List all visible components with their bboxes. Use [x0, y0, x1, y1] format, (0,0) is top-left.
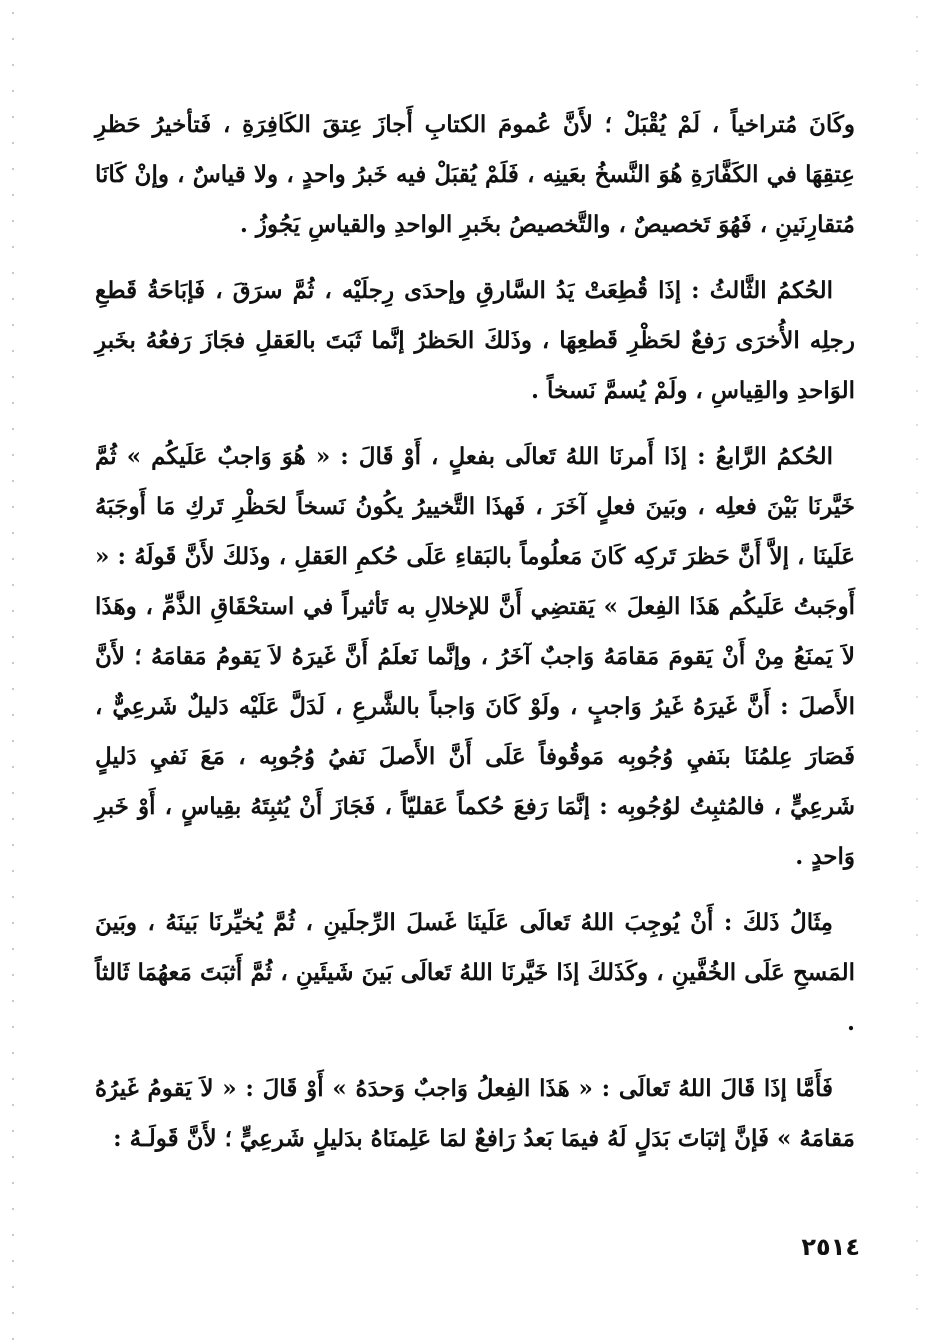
scan-edge-dots-right: [916, 0, 918, 1340]
paragraph-1: وكَانَ مُتراخياً ، لَمْ يُقْبَلْ ؛ لأَنَّ عُمومَ الكتابِ أَجازَ عِتقَ الكَافِرَةِ ، فَتأخيرُ حَظرِ عِتقِهَا في الكَفَّارَةِ هُوَ النَّسخُ بعَينِه ، فَلَمْ يُقبَلْ فيه خَبرُ واحدٍ ، ولا قياسٌ ، وإنْ كَانَا مُتقارِنَينِ ، فَهُوَ تَخصيصٌ ، والتَّخصيصُ بخَبرِ الواحدِ والقياسِ يَجُوزُ .: [95, 111, 855, 238]
paragraph-4: مِثَالُ ذَلكَ : أَنْ يُوجِبَ اللهُ تَعالَى عَلَينَا غَسلَ الرِّجلَينِ ، ثُمَّ يُخيِّرنَا بَينَهُ ، وبَينَ المَسحِ عَلَى الخُفَّينِ ، وكَذَلكَ إذَا خَيَّرنَا اللهُ تَعالَى بَينَ شَيئَينِ ، ثُمَّ أَثبَتَ مَعهُمَا ثَالثاً .: [95, 909, 855, 1036]
body-text: [95, 100, 855, 1164]
paragraph-2: الحُكمُ الثَّالثُ : إذَا قُطِعَتْ يَدُ السَّارقِ وإحدَى رِجلَيْه ، ثُمَّ سرَقَ ، فَإبَاحَةُ قَطعِ رجلِه الأُخرَى رَفعٌ لحَظْرِ قَطعِهَا ، وذَلكَ الحَظرُ إنَّما ثَبَتَ بالعَقلِ فجَازَ رَفعُهُ بخَبرِ الوَاحدِ والقِياسِ ، ولَمْ يُسمَّ نَسخاً .: [95, 277, 855, 404]
paragraph-gap: [95, 1048, 855, 1064]
paragraph-gap: [95, 250, 855, 266]
paragraph-3: الحُكمُ الرَّابعُ : إذَا أَمرنَا اللهُ تَعالَى بفعلٍ ، أَوْ قَالَ : « هُوَ وَاجبٌ عَلَيكُم » ثُمَّ خَيَّرنَا بَيْنَ فعلِه ، وبَينَ فعلٍ آخَرَ ، فَهذَا التَّخييرُ يكُونُ نَسخاً لحَظْرِ تَركِ مَا أَوجَبَهُ عَلَينَا ، إلاَّ أَنَّ حَظرَ تَركِه كَانَ مَعلُوماً بالبَقاءِ عَلَى حُكمِ العَقلِ ، وذَلكَ لأَنَّ قَولَهُ : « أَوجَبتُ عَلَيكُم هَذَا الفِعلَ » يَقتضِي أَنَّ للإخلالِ به تَأثيراً في استحْقَاقِ الذَّمِّ ، وهَذَا لاَ يَمنَعُ مِنْ أَنْ يَقومَ مَقامَهُ وَاجبٌ آخَرُ ، وإنَّما نَعلَمُ أَنَّ غَيرَهُ لاَ يَقومُ مَقامَهُ ؛ لأَنَّ الأَصلَ : أَنَّ غَيرَهُ غَيرُ وَاجبٍ ، ولَوْ كَانَ وَاجباً بالشَّرعِ ، لَدَلَّ عَلَيْه دَليلٌ شَرعِيٌّ ، فَصَارَ عِلمُنَا بنَفيِ وُجُوبِه مَوقُوفاً عَلَى أَنَّ الأَصلَ نَفيُ وُجُوبِه ، مَعَ نَفيِ دَليلٍ شَرعِيٍّ ، فالمُثبِتُ لوُجُوبِه : إنَّمَا رَفعَ حُكماً عَقليّاً ، فَجَازَ أَنْ يُثبِتَهُ بقِياسٍ ، أَوْ خَبرِ وَاحدٍ .: [95, 443, 855, 870]
paragraph-gap: [95, 882, 855, 898]
scan-edge-dots-left: [12, 0, 14, 1340]
page-number: ٢٥١٤: [801, 1233, 860, 1261]
paragraph-5: فَأَمَّا إذَا قَالَ اللهُ تَعالَى : « هَذَا الفِعلُ وَاجبٌ وَحدَهُ » أَوْ قَالَ : « لاَ يَقومُ غَيرُهُ مَقامَهُ » فَإنَّ إثبَاتَ بَدَلٍ لَهُ فيمَا بَعدُ رَافعٌ لمَا عَلِمنَاهُ بدَليلٍ شَرعِيٍّ ؛ لأَنَّ قَولَـهُ :: [95, 1075, 855, 1152]
paragraph-gap: [95, 416, 855, 432]
